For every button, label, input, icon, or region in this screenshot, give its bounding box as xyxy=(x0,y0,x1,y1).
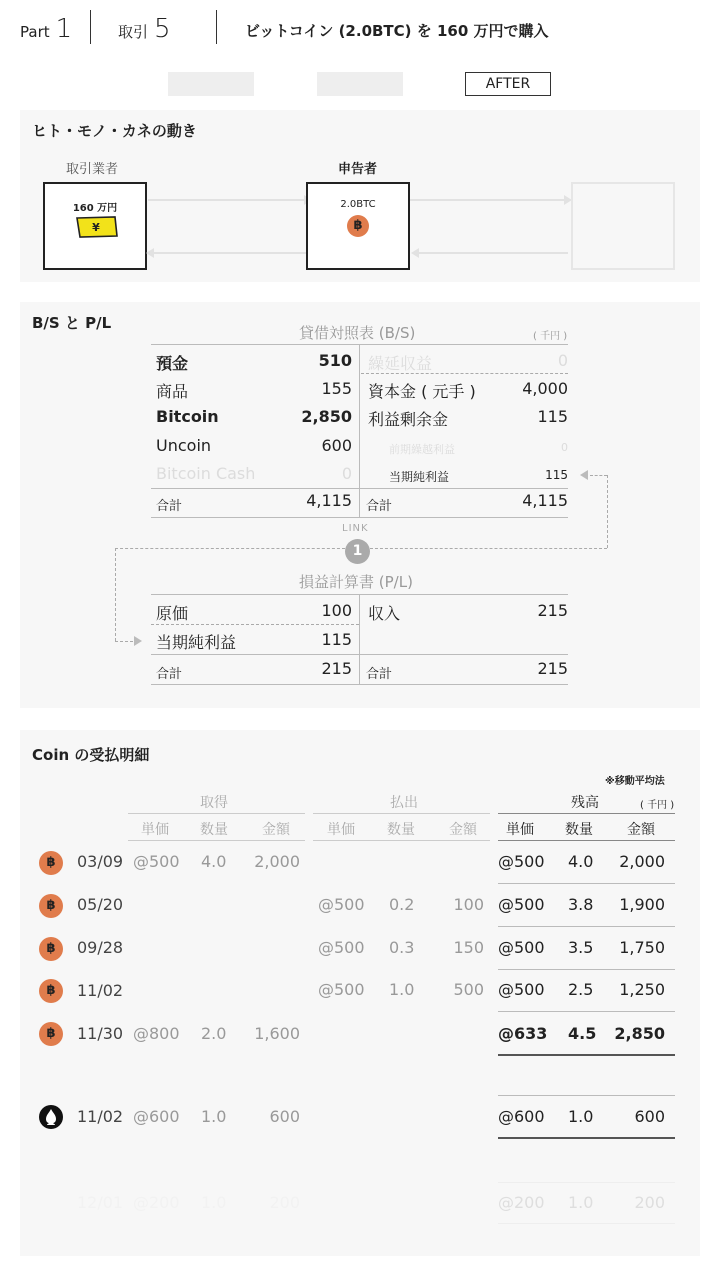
acquire-header-line xyxy=(128,840,305,841)
pay-amount: 500 xyxy=(453,980,484,999)
bs-net-income-label: 当期純利益 xyxy=(389,470,450,484)
bal-amount: 1,750 xyxy=(619,938,665,957)
pay-price: @500 xyxy=(318,895,365,914)
bs-asset-value: 155 xyxy=(321,379,352,398)
bal-price: @200 xyxy=(498,1193,545,1212)
bs-center-divider xyxy=(359,344,360,518)
col-pay-qty: 数量 xyxy=(387,822,415,838)
pay-qty: 0.3 xyxy=(389,938,415,957)
acq-amount: 1,600 xyxy=(254,1024,300,1043)
pl-dashed-separator xyxy=(151,624,359,625)
acq-qty: 4.0 xyxy=(201,852,227,871)
bs-equity-value: 115 xyxy=(537,407,568,426)
tab-during[interactable] xyxy=(317,72,403,96)
pl-table-title: 損益計算書 (P/L) xyxy=(299,573,413,591)
bal-price: @500 xyxy=(498,895,545,914)
balance-total-line xyxy=(498,1054,675,1056)
bs-total-line xyxy=(151,488,568,489)
bs-net-income-value: 115 xyxy=(545,468,568,482)
bs-equity-sub-value: 0 xyxy=(561,441,568,454)
acq-qty: 1.0 xyxy=(201,1193,227,1212)
arrowhead-left-icon xyxy=(146,248,154,258)
bs-total-label: 合計 xyxy=(366,499,393,514)
bs-pl-title: B/S と P/L xyxy=(32,314,112,332)
pay-price: @500 xyxy=(318,938,365,957)
acq-qty: 2.0 xyxy=(201,1024,227,1043)
acquire-group-line xyxy=(128,813,305,814)
balance-row-line xyxy=(498,1223,675,1224)
bal-qty: 4.0 xyxy=(568,852,594,871)
link-arrowhead-icon xyxy=(134,636,142,646)
bs-liability-value: 0 xyxy=(557,351,568,370)
bal-price: @500 xyxy=(498,980,545,999)
bs-equity-sub-label: 前期繰越利益 xyxy=(389,443,455,456)
balance-row-line xyxy=(498,969,675,970)
bs-unit: ( 千円 ) xyxy=(533,331,568,342)
balance-group-line xyxy=(498,813,675,814)
link-dashed-line xyxy=(590,475,607,476)
pl-right-total: 215 xyxy=(537,659,568,678)
bal-amount: 2,000 xyxy=(619,852,665,871)
bs-dashed-separator xyxy=(361,373,568,374)
bs-bottom-line xyxy=(151,517,568,518)
col-bal-amount: 金額 xyxy=(627,822,655,838)
part-number: 1 xyxy=(55,14,73,44)
bs-asset-value: 0 xyxy=(341,464,352,483)
pl-net-income-value: 115 xyxy=(321,630,352,649)
bs-table-title: 貸借対照表 (B/S) xyxy=(299,324,416,342)
bs-asset-value: 2,850 xyxy=(301,407,352,426)
bs-liability-label: 繰延収益 xyxy=(368,354,433,373)
bs-asset-label: 商品 xyxy=(156,382,189,401)
link-dashed-line xyxy=(607,475,608,548)
pay-amount: 100 xyxy=(453,895,484,914)
flow-panel xyxy=(20,110,700,282)
bs-pl-panel xyxy=(20,302,700,708)
bal-qty: 1.0 xyxy=(568,1193,594,1212)
balance-total-line xyxy=(498,1137,675,1139)
pay-qty: 1.0 xyxy=(389,980,415,999)
row-date: 09/28 xyxy=(77,938,124,957)
yen-symbol: ¥ xyxy=(92,221,100,234)
ledger-unit: ( 千円 ) xyxy=(640,800,675,811)
dealer-amount: 160 万円 xyxy=(72,203,118,214)
bal-qty: 4.5 xyxy=(568,1024,597,1043)
transaction-number: 5 xyxy=(154,14,171,44)
flow-arrow-left-2 xyxy=(418,252,568,254)
flow-title: ヒト・モノ・カネの動き xyxy=(32,122,197,140)
balance-row-line xyxy=(498,883,675,884)
link-dashed-line xyxy=(370,548,607,549)
row-date: 03/09 xyxy=(77,852,124,871)
row-date: 11/02 xyxy=(77,981,124,1000)
transaction-label: 取引 xyxy=(118,23,149,41)
group-balance-header: 残高 xyxy=(571,795,599,811)
bs-right-total: 4,115 xyxy=(522,491,568,510)
row-date: 05/20 xyxy=(77,895,124,914)
bs-asset-label: Bitcoin Cash xyxy=(156,464,256,483)
bal-qty: 3.8 xyxy=(568,895,594,914)
acq-amount: 600 xyxy=(269,1107,300,1126)
pl-total-label: 合計 xyxy=(156,667,183,682)
third-party-box xyxy=(571,182,675,270)
col-bal-qty: 数量 xyxy=(565,822,593,838)
part-indicator xyxy=(20,14,72,44)
acq-price: @800 xyxy=(133,1024,180,1043)
bs-asset-label: Uncoin xyxy=(156,436,212,455)
header-divider xyxy=(90,10,91,44)
bitcoin-icon: ฿ xyxy=(347,215,369,237)
yen-banknote-icon xyxy=(75,214,119,240)
pay-header-line xyxy=(313,840,490,841)
pl-cost-value: 100 xyxy=(321,601,352,620)
pl-center-divider xyxy=(359,594,360,685)
col-bal-price: 単価 xyxy=(506,822,534,838)
bs-asset-value: 510 xyxy=(318,351,352,370)
bs-equity-label: 利益剰余金 xyxy=(368,410,449,429)
bal-price: @600 xyxy=(498,1107,545,1126)
link-dashed-line xyxy=(115,641,133,642)
bal-price: @500 xyxy=(498,938,545,957)
acq-price: @600 xyxy=(133,1107,180,1126)
flow-arrow-left xyxy=(150,252,308,254)
row-date: 12/01 xyxy=(77,1193,124,1212)
ledger-title: Coin の受払明細 xyxy=(32,746,150,764)
pay-amount: 150 xyxy=(453,938,484,957)
bal-amount: 1,250 xyxy=(619,980,665,999)
bal-price: @500 xyxy=(498,852,545,871)
dealer-box xyxy=(43,182,147,270)
tab-before[interactable] xyxy=(168,72,254,96)
col-pay-amount: 金額 xyxy=(449,822,477,838)
bs-equity-value: 4,000 xyxy=(522,379,568,398)
acq-amount: 200 xyxy=(269,1193,300,1212)
part-label: Part xyxy=(20,23,50,41)
balance-header-line xyxy=(498,840,675,841)
pl-revenue-value: 215 xyxy=(537,601,568,620)
pay-qty: 0.2 xyxy=(389,895,415,914)
pl-total-label: 合計 xyxy=(366,667,393,682)
bal-qty: 1.0 xyxy=(568,1107,594,1126)
bs-asset-label: Bitcoin xyxy=(156,407,219,426)
filer-label: 申告者 xyxy=(338,162,378,177)
balance-row-line xyxy=(498,1011,675,1012)
pl-cost-label: 原価 xyxy=(156,604,189,623)
transaction-indicator xyxy=(118,14,171,44)
pl-revenue-label: 収入 xyxy=(368,604,401,623)
method-note: ※移動平均法 xyxy=(605,776,665,787)
header-divider xyxy=(216,10,217,44)
bal-price: @633 xyxy=(498,1024,548,1043)
group-pay-header: 払出 xyxy=(390,795,418,811)
pl-bottom-line xyxy=(151,684,568,685)
group-acquire-header: 取得 xyxy=(200,795,228,811)
pay-price: @500 xyxy=(318,980,365,999)
bs-total-label: 合計 xyxy=(156,499,183,514)
bs-left-total: 4,115 xyxy=(306,491,352,510)
filer-amount: 2.0BTC xyxy=(340,199,376,210)
bal-amount: 600 xyxy=(634,1107,665,1126)
acq-price: @500 xyxy=(133,852,180,871)
balance-row-line xyxy=(498,1182,675,1183)
bitcoin-icon: ฿ xyxy=(39,1022,63,1046)
filer-box xyxy=(306,182,410,270)
bs-equity-label: 資本金 ( 元手 ) xyxy=(368,382,476,401)
dealer-label: 取引業者 xyxy=(66,162,119,177)
bal-amount: 2,850 xyxy=(614,1024,665,1043)
col-acq-amount: 金額 xyxy=(262,822,290,838)
flow-arrow-right-2 xyxy=(410,199,566,201)
pay-group-line xyxy=(313,813,490,814)
link-arrowhead-icon xyxy=(580,470,588,480)
bal-amount: 200 xyxy=(634,1193,665,1212)
bitcoin-icon: ฿ xyxy=(39,937,63,961)
balance-row-line xyxy=(498,1095,675,1096)
col-acq-qty: 数量 xyxy=(200,822,228,838)
col-acq-price: 単価 xyxy=(141,822,169,838)
bitcoin-icon: ฿ xyxy=(39,894,63,918)
row-date: 11/30 xyxy=(77,1024,124,1043)
bs-asset-label: 預金 xyxy=(156,354,189,373)
link-dashed-line xyxy=(115,548,345,549)
bitcoin-icon: ฿ xyxy=(39,851,63,875)
acq-qty: 1.0 xyxy=(201,1107,227,1126)
link-number-badge: 1 xyxy=(345,539,370,564)
arrowhead-left-icon xyxy=(411,248,419,258)
acq-amount: 2,000 xyxy=(254,852,300,871)
pl-left-total: 215 xyxy=(321,659,352,678)
bs-asset-value: 600 xyxy=(321,436,352,455)
page-title: ビットコイン (2.0BTC) を 160 万円で購入 xyxy=(245,22,549,40)
bal-qty: 2.5 xyxy=(568,980,594,999)
tab-after[interactable]: AFTER xyxy=(465,72,551,96)
flow-arrow-right xyxy=(148,199,310,201)
uncoin-icon xyxy=(39,1105,63,1129)
col-pay-price: 単価 xyxy=(327,822,355,838)
link-label: LINK xyxy=(342,523,369,534)
row-date: 11/02 xyxy=(77,1107,124,1126)
link-dashed-line xyxy=(115,548,116,641)
bitcoin-icon: ฿ xyxy=(39,979,63,1003)
pl-net-income-label: 当期純利益 xyxy=(156,633,237,652)
bal-qty: 3.5 xyxy=(568,938,594,957)
bal-amount: 1,900 xyxy=(619,895,665,914)
acq-price: @200 xyxy=(133,1193,180,1212)
ledger-panel xyxy=(20,730,700,1256)
balance-row-line xyxy=(498,926,675,927)
pl-total-line xyxy=(151,654,568,655)
